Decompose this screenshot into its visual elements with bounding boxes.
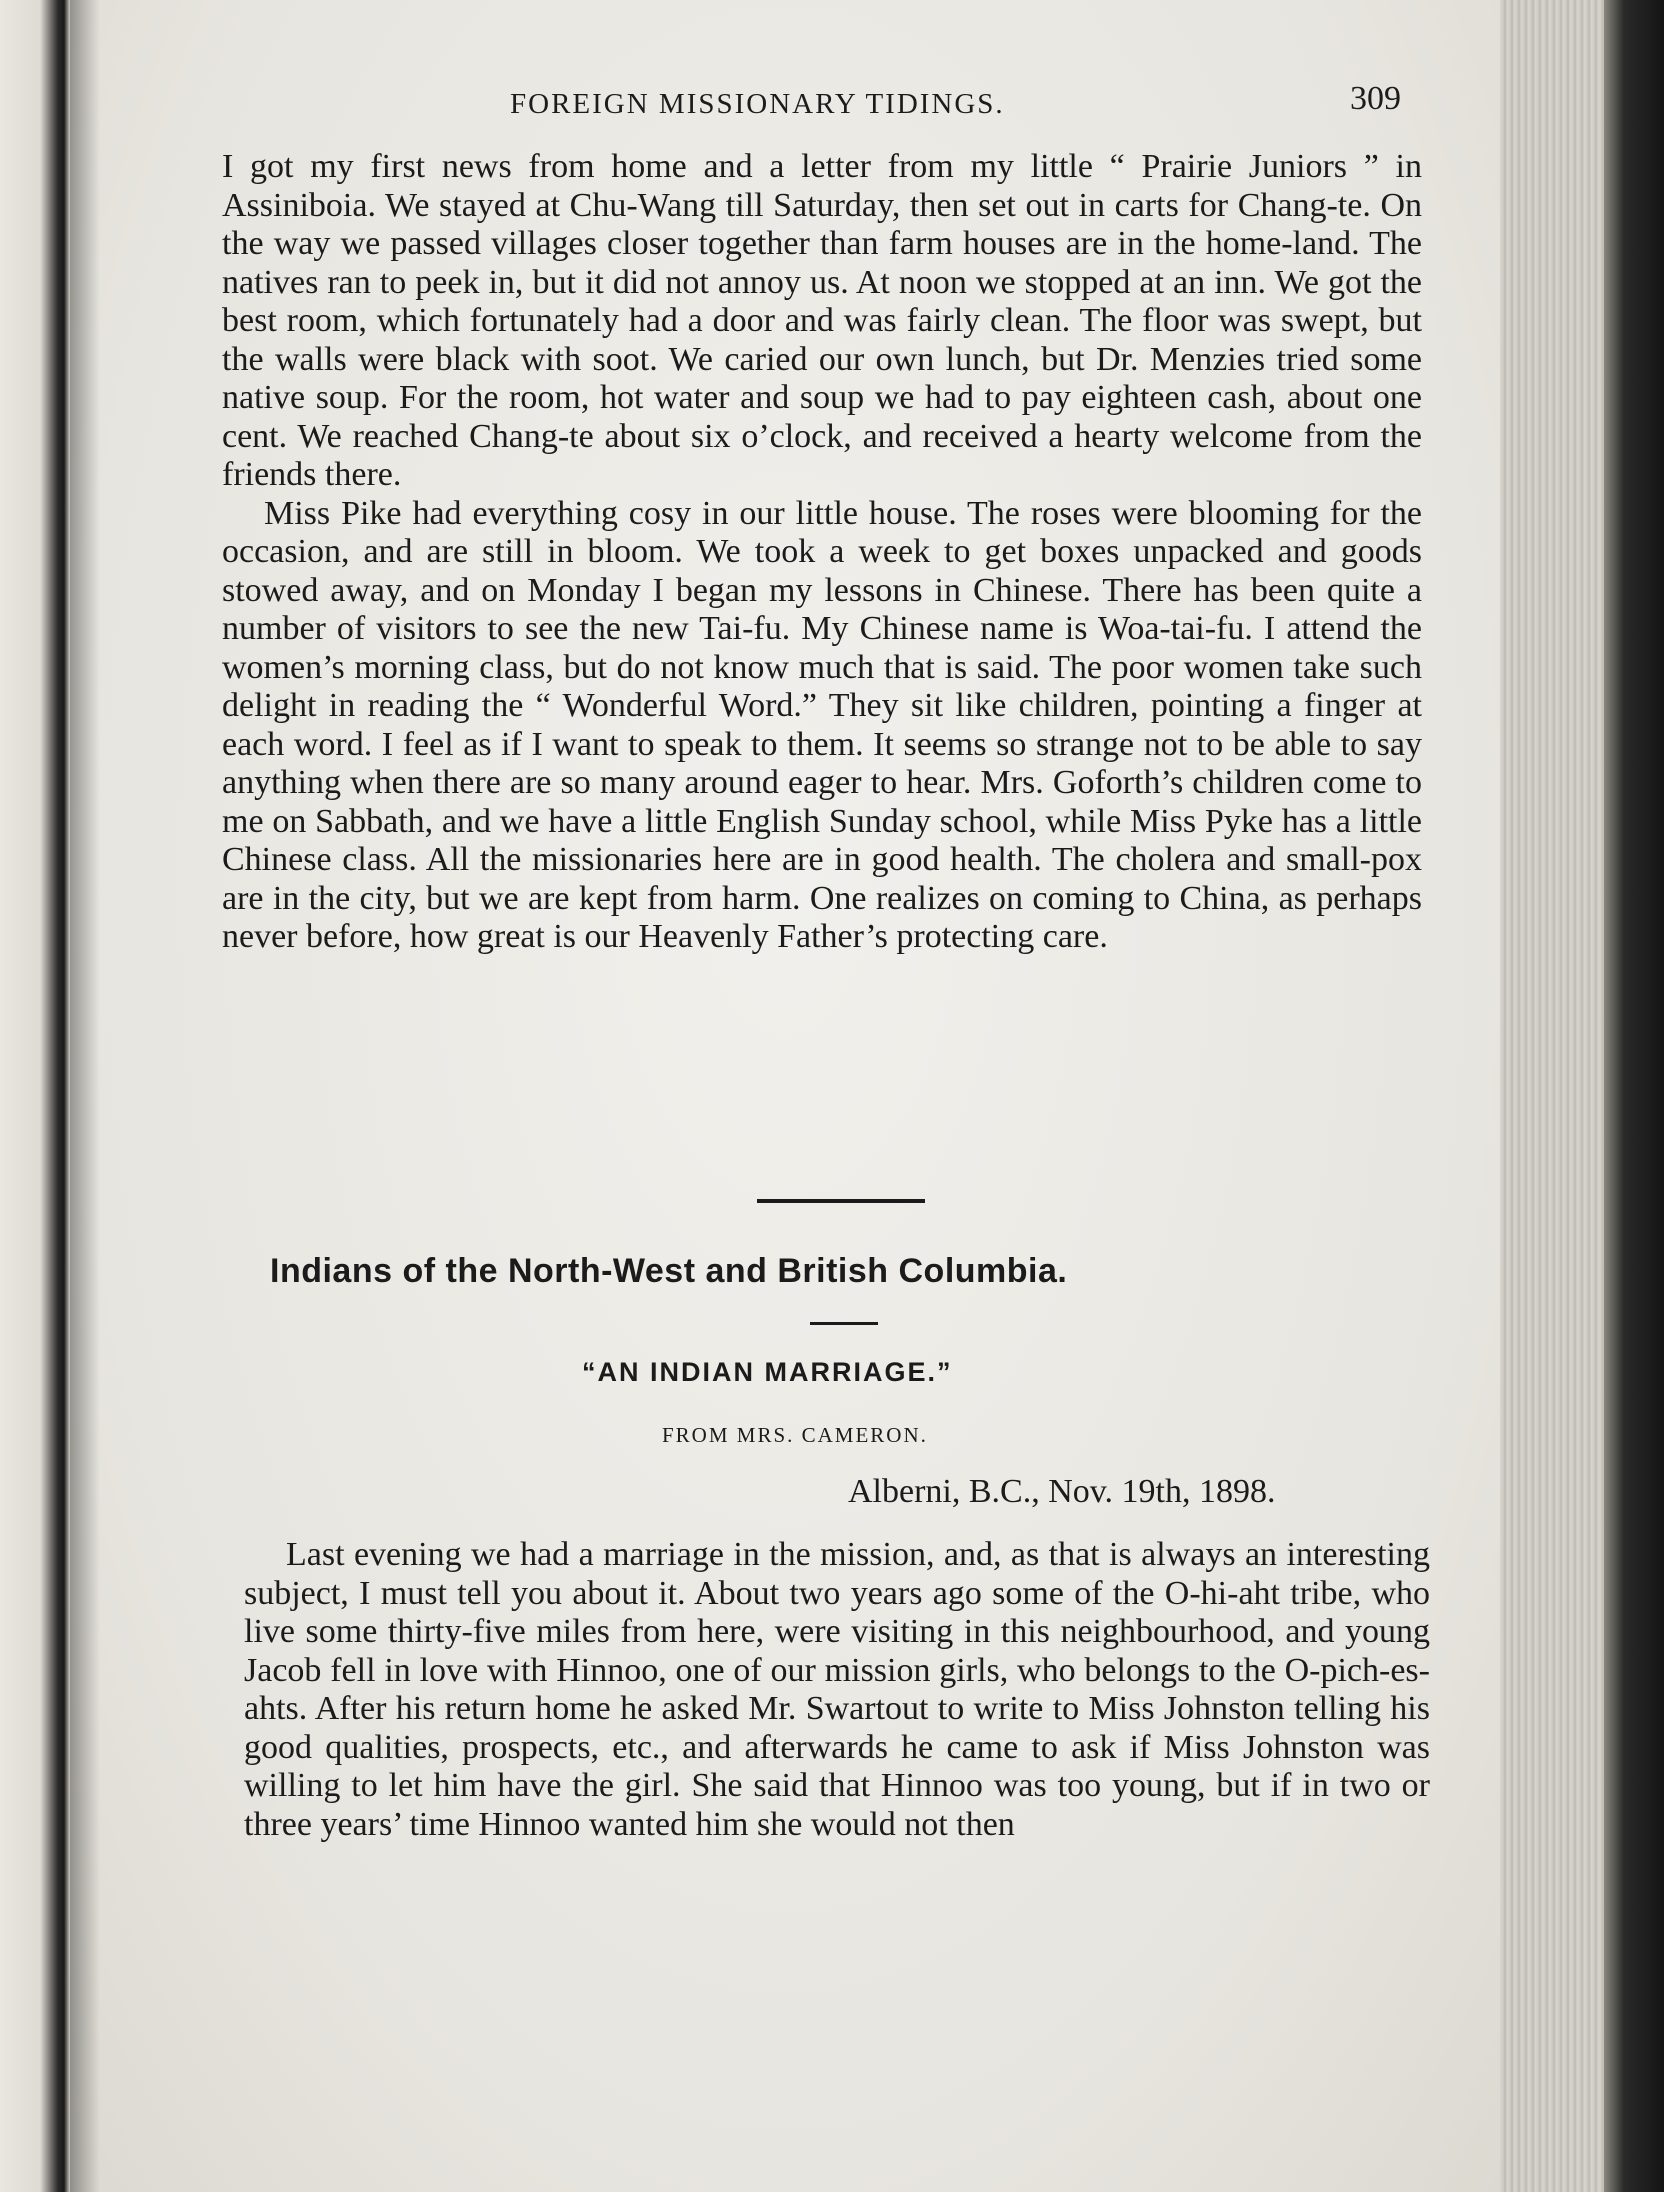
letter-continuation — [222, 148, 1422, 957]
binding-shadow — [70, 0, 100, 2192]
section-divider — [757, 1199, 925, 1203]
article-body — [244, 1536, 1430, 1844]
facing-page-edge — [0, 0, 70, 2192]
running-title: FOREIGN MISSIONARY TIDINGS. — [510, 88, 1005, 120]
paragraph: Last evening we had a marriage in the mission, and, as that is always an interesting subject, I must tell you about it. About two years ago some of the O-hi-aht tribe, who live some thirty-five miles from here, were visiting in this neighbourhood, and young Jacob fell in love with Hinnoo, one of our mission girls, who belongs to the O-pich-es-ahts. After his return home he asked Mr. Swartout to write to Miss Johnston telling his good qualities, prospects, etc., and afterwards he came to ask if Miss Johnston was willing to let him have the girl. She said that Hinnoo was too young, but if in two or three years’ time Hinnoo wanted him she would not then — [244, 1536, 1430, 1843]
article-title: “AN INDIAN MARRIAGE.” — [582, 1357, 953, 1387]
article-byline: FROM MRS. CAMERON. — [662, 1423, 928, 1447]
running-head — [70, 80, 1500, 128]
paragraph: Miss Pike had everything cosy in our little house. The roses were blooming for the occasion, and are still in bloom. We took a week to get boxes unpacked and goods stowed away, and on Monday I began my lessons in Chinese. There has been quite a number of visitors to see the new Tai-fu. My Chinese name is Woa-tai-fu. I attend the women’s morning class, but do not know much that is said. The poor women take such delight in reading the “ Wonderful Word.” They sit like children, pointing a finger at each word. I feel as if I want to speak to them. It seems so strange not to be able to say anything when there are so many around eager to hear. Mrs. Goforth’s children come to me on Sabbath, and we have a little English Sunday school, while Miss Pyke has a little Chinese class. All the missionaries here are in good health. The cholera and small-pox are in the city, but we are kept from harm. One realizes on coming to China, as perhaps never before, how great is our Heavenly Father’s protecting care. — [222, 494, 1422, 955]
page-stack-edge — [1500, 0, 1664, 2192]
section-heading: Indians of the North-West and British Columbia. — [270, 1252, 1068, 1290]
paragraph: I got my first news from home and a letter from my little “ Prairie Juniors ” in Assiniboia. We stayed at Chu-Wang till Saturday, then set out in carts for Chang-te. On the way we passed villages closer together than farm houses are in the home-land. The natives ran to peek in, but it did not annoy us. At noon we stopped at an inn. We got the best room, which fortunately had a door and was fairly clean. The floor was swept, but the walls were black with soot. We caried our own lunch, but Dr. Menzies tried some native soup. For the room, hot water and soup we had to pay eighteen cash, about one cent. We reached Chang-te about six o’clock, and received a hearty welcome from the friends there. — [222, 148, 1422, 493]
page-number: 309 — [1350, 80, 1401, 117]
book-cover-edge — [1604, 0, 1664, 2192]
heading-divider — [810, 1322, 878, 1325]
article-dateline: Alberni, B.C., Nov. 19th, 1898. — [848, 1473, 1276, 1510]
